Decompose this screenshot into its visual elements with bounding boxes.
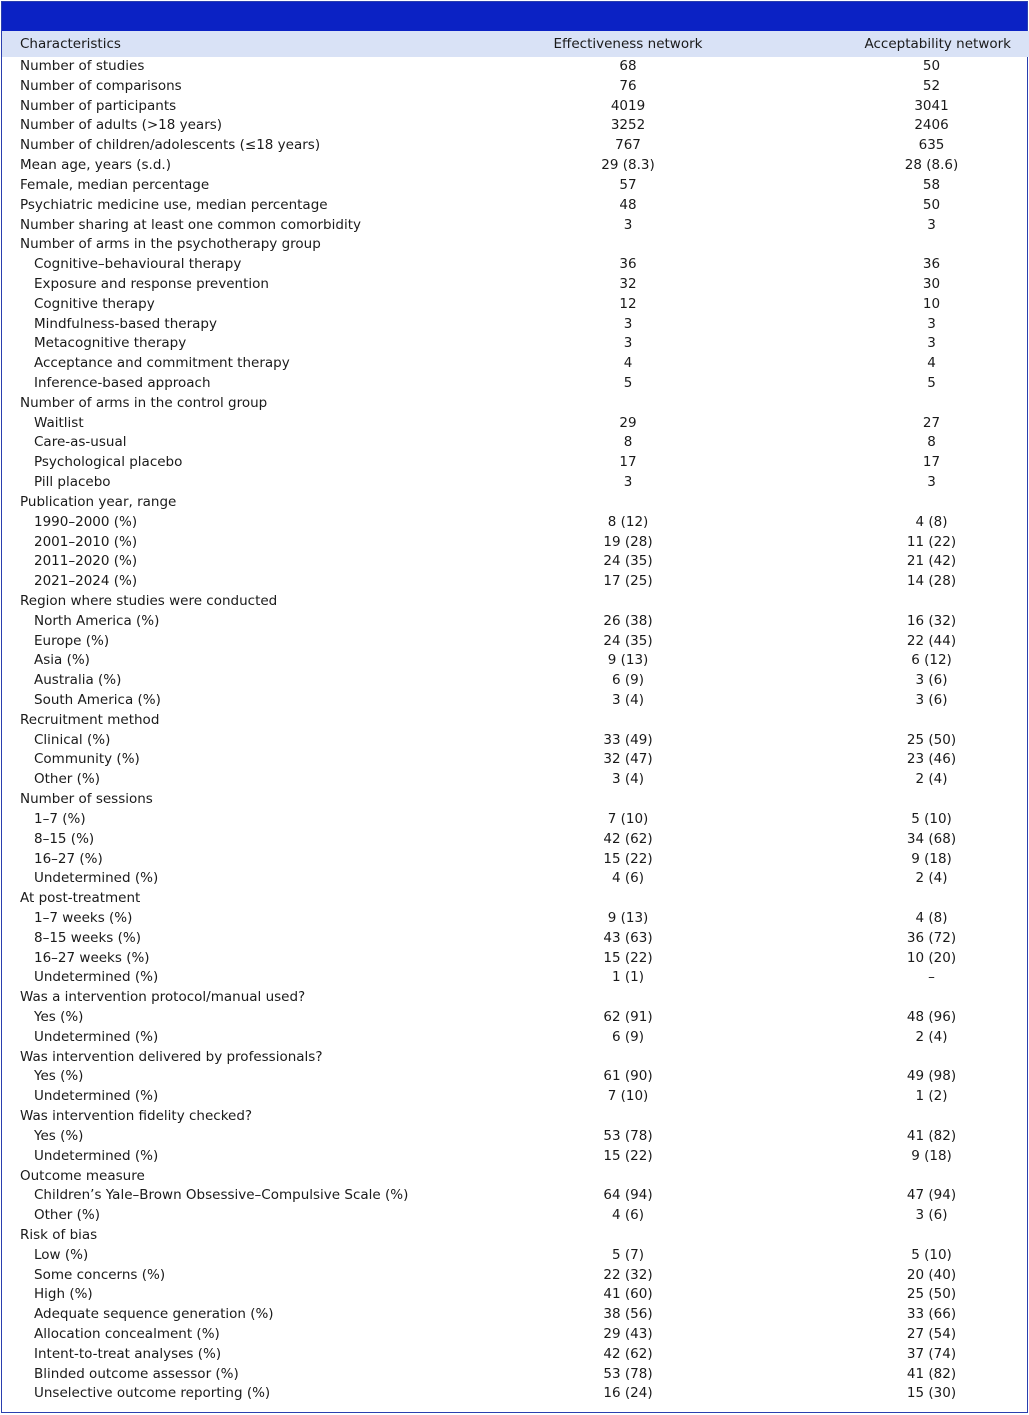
row-label: 16–27 (%) [34,850,103,867]
row-label: Mindfulness-based therapy [34,315,217,332]
effectiveness-value: 4 (6) [611,870,644,887]
acceptability-value: 33 (66) [906,1306,957,1323]
table-row [2,513,1029,533]
table-row [2,156,1029,176]
acceptability-value [834,235,1029,255]
effectiveness-value: 8 [623,434,633,451]
acceptability-value: 3041 [914,97,949,114]
acceptability-value: 4 [927,355,936,372]
row-label: Number of adults (>18 years) [20,117,223,134]
row-label: Yes (%) [34,1009,84,1025]
table-row [2,790,1029,810]
effectiveness-value: 16 (24) [603,1385,653,1402]
table-row [2,275,1029,295]
acceptability-value: 48 (96) [906,1009,957,1025]
acceptability-value: 5 [927,375,936,391]
header-effectiveness-network: Effectiveness network [553,36,703,52]
table-row [2,711,1029,731]
acceptability-value: 17 [922,454,941,471]
effectiveness-value: 57 [619,176,637,193]
effectiveness-value: 4019 [610,97,646,114]
row-label: High (%) [34,1286,93,1303]
acceptability-value: 50 [922,58,941,74]
table-row [2,1087,1029,1107]
effectiveness-value [422,889,834,909]
effectiveness-value [422,1107,834,1127]
characteristics-table [2,31,1029,1404]
row-label: Metacognitive therapy [34,335,187,352]
table-row [2,315,1029,335]
row-label: Children’s Yale–Brown Obsessive–Compulsive Scale (%) [34,1187,409,1204]
effectiveness-value: 68 [619,58,637,74]
table-row [2,731,1029,751]
row-label: Undetermined (%) [34,1147,159,1164]
effectiveness-value [422,1226,834,1246]
effectiveness-value: 8 (12) [607,513,649,530]
table-row [2,909,1029,929]
effectiveness-value [422,1048,834,1068]
table-title-bar [2,2,1027,31]
effectiveness-value: 32 (47) [603,751,653,768]
row-label: 1–7 (%) [34,810,86,827]
table-row [2,235,1029,255]
acceptability-value [834,592,1029,612]
row-label: Pill placebo [34,474,111,491]
acceptability-value: 52 [922,77,941,94]
header-characteristics: Characteristics [20,36,121,52]
row-label: Psychological placebo [34,454,183,471]
table-row [2,473,1029,493]
table-row [2,414,1029,434]
row-label: Exposure and response prevention [34,275,269,292]
effectiveness-value [422,394,834,414]
effectiveness-value: 15 (22) [603,850,653,867]
table-row [2,1365,1029,1385]
acceptability-value: 20 (40) [906,1266,957,1283]
row-label: Asia (%) [34,652,90,669]
table-row [2,196,1029,216]
acceptability-value: 58 [922,176,941,193]
effectiveness-value: 61 (90) [603,1068,653,1085]
row-label: Inference-based approach [34,375,211,391]
row-label: Other (%) [34,771,100,788]
row-label: Intent-to-treat analyses (%) [34,1345,222,1362]
row-label: Number sharing at least one common comorbidity [20,216,361,233]
table-row [2,374,1029,394]
effectiveness-value: 5 (7) [611,1246,644,1263]
acceptability-value: 3 [927,216,936,233]
effectiveness-value: 3 [623,474,633,491]
table-row [2,77,1029,97]
table-row [2,651,1029,671]
acceptability-value: 6 (12) [911,652,952,669]
table-row [2,1008,1029,1028]
effectiveness-value: 3 [623,335,633,352]
table-row [2,1266,1029,1286]
acceptability-value: 27 (54) [906,1326,957,1342]
row-label: 1–7 weeks (%) [34,909,133,926]
effectiveness-value: 3252 [610,117,646,134]
effectiveness-value: 17 (25) [603,573,653,590]
row-label: 2021–2024 (%) [34,573,138,590]
effectiveness-value: 15 (22) [603,1147,653,1164]
acceptability-value: 3 (6) [915,672,948,689]
effectiveness-value: 29 [619,414,637,431]
effectiveness-value: 5 [623,375,633,391]
table-row [2,1028,1029,1048]
effectiveness-value: 7 (10) [607,1088,649,1105]
row-label: Undetermined (%) [34,1028,159,1045]
table-row [2,968,1029,988]
effectiveness-value: 29 (8.3) [601,157,655,174]
row-label: Number of arms in the psychotherapy group [20,236,321,253]
table-row [2,433,1029,453]
row-label: Australia (%) [34,672,122,689]
acceptability-value: 635 [918,137,945,154]
row-label: Number of arms in the control group [20,394,268,411]
acceptability-value [834,493,1029,513]
acceptability-value: 14 (28) [906,573,957,590]
effectiveness-value: 64 (94) [603,1187,653,1204]
row-label: Publication year, range [20,493,177,510]
table-row [2,394,1029,414]
row-label: Europe (%) [34,632,110,649]
effectiveness-value [422,592,834,612]
row-label: 2001–2010 (%) [34,533,138,550]
table-row [2,1067,1029,1087]
table-row [2,1345,1029,1365]
table-row [2,116,1029,136]
acceptability-value: 36 (72) [906,929,957,946]
acceptability-value: 36 [922,256,941,273]
row-label: Risk of bias [20,1226,98,1243]
table-row [2,295,1029,315]
row-label: 1990–2000 (%) [34,513,138,530]
table-row [2,533,1029,553]
acceptability-value [834,988,1029,1008]
effectiveness-value: 3 [623,315,633,332]
row-label: Number of studies [20,58,145,74]
acceptability-value: 4 (8) [915,513,948,530]
effectiveness-value: 29 (43) [603,1326,653,1342]
effectiveness-value: 767 [615,137,641,154]
table-row [2,255,1029,275]
table-row [2,671,1029,691]
row-label: Low (%) [34,1246,89,1263]
row-label: Mean age, years (s.d.) [20,157,171,174]
row-label: Care-as-usual [34,434,127,451]
effectiveness-value [422,493,834,513]
effectiveness-value: 9 (13) [607,652,649,669]
effectiveness-value: 19 (28) [603,533,653,550]
row-label: Recruitment method [20,711,160,728]
acceptability-value [834,1048,1029,1068]
row-label: Allocation concealment (%) [34,1326,220,1342]
effectiveness-value: 76 [619,77,637,94]
acceptability-value: 27 [922,414,941,431]
acceptability-value: 16 (32) [906,612,957,629]
row-label: Some concerns (%) [34,1266,166,1283]
header-acceptability-network: Acceptability network [864,36,1011,52]
table-row [2,988,1029,1008]
effectiveness-value [422,790,834,810]
acceptability-value [834,1107,1029,1127]
table-row [2,612,1029,632]
effectiveness-value: 33 (49) [603,731,653,748]
acceptability-value: 30 [922,275,941,292]
effectiveness-value [422,1167,834,1187]
acceptability-value: 23 (46) [906,751,957,768]
table-row [2,1384,1029,1404]
table-row [2,869,1029,889]
acceptability-value: 41 (82) [906,1365,957,1382]
effectiveness-value: 4 (6) [611,1207,644,1224]
row-label: Outcome measure [20,1167,145,1184]
table-row [2,770,1029,790]
acceptability-value: 47 (94) [906,1187,957,1204]
effectiveness-value: 26 (38) [603,612,653,629]
acceptability-value: 37 (74) [906,1345,957,1362]
row-label: Undetermined (%) [34,1088,159,1105]
table-row [2,354,1029,374]
effectiveness-value: 43 (63) [603,929,653,946]
acceptability-value [834,889,1029,909]
row-label: Number of children/adolescents (≤18 years) [20,137,321,154]
table-row [2,57,1029,77]
effectiveness-value: 36 [619,256,637,273]
table-row [2,810,1029,830]
row-label: At post-treatment [20,890,141,907]
row-label: Region where studies were conducted [20,592,278,609]
table-row [2,1305,1029,1325]
table-row [2,1167,1029,1187]
row-label: Yes (%) [34,1068,84,1085]
acceptability-value: 2 (4) [915,1028,948,1045]
table-row [2,552,1029,572]
table-row [2,1325,1029,1345]
acceptability-value: 10 (20) [906,949,957,966]
row-label: Was a intervention protocol/manual used? [20,989,306,1006]
table-row [2,1285,1029,1305]
table-header-row [2,31,1029,57]
acceptability-value [834,1167,1029,1187]
table-row [2,889,1029,909]
table-row [2,136,1029,156]
row-label: Was intervention fidelity checked? [20,1108,253,1125]
table-row [2,97,1029,117]
acceptability-value: 3 (6) [915,1207,948,1224]
effectiveness-value: 17 [619,454,637,471]
acceptability-value: 11 (22) [906,533,957,550]
effectiveness-value: 12 [619,295,637,312]
effectiveness-value: 38 (56) [603,1306,653,1323]
effectiveness-value: 15 (22) [603,949,653,966]
effectiveness-value: 53 (78) [603,1365,653,1382]
effectiveness-value: 22 (32) [603,1266,653,1283]
row-label: Blinded outcome assessor (%) [34,1365,239,1382]
effectiveness-value: 62 (91) [603,1009,653,1025]
acceptability-value: 2 (4) [915,870,948,887]
effectiveness-value: 3 (4) [611,771,644,788]
table-row [2,632,1029,652]
acceptability-value: – [928,969,935,986]
acceptability-value: 3 [927,474,936,491]
table-row [2,1127,1029,1147]
table-row [2,929,1029,949]
table-row [2,572,1029,592]
acceptability-value [834,394,1029,414]
table-row [2,949,1029,969]
row-label: Other (%) [34,1207,100,1224]
acceptability-value: 3 (6) [915,692,948,708]
effectiveness-value: 48 [619,196,637,213]
row-label: Was intervention delivered by professionals? [20,1048,323,1065]
table-row [2,1246,1029,1266]
acceptability-value [834,790,1029,810]
row-label: Clinical (%) [34,731,111,748]
row-label: Acceptance and commitment therapy [34,355,290,372]
acceptability-value: 41 (82) [906,1127,957,1144]
acceptability-value: 28 (8.6) [904,157,959,174]
acceptability-value: 1 (2) [915,1088,948,1105]
table-row [2,750,1029,770]
acceptability-value: 9 (18) [911,850,952,867]
effectiveness-value [422,711,834,731]
row-label: Number of participants [20,97,177,114]
row-label: 8–15 (%) [34,830,95,847]
table-row [2,334,1029,354]
row-label: Psychiatric medicine use, median percentage [20,196,328,213]
acceptability-value: 2 (4) [915,771,948,788]
table-row [2,830,1029,850]
table-row [2,1048,1029,1068]
acceptability-value: 4 (8) [915,909,948,926]
table-row [2,1107,1029,1127]
acceptability-value: 5 (10) [911,810,952,827]
effectiveness-value: 32 [619,275,637,292]
acceptability-value: 10 [922,295,941,312]
row-label: Cognitive therapy [34,295,155,312]
table-row [2,1206,1029,1226]
effectiveness-value: 4 [623,355,633,372]
row-label: Undetermined (%) [34,870,159,887]
table-row [2,850,1029,870]
effectiveness-value: 41 (60) [603,1286,653,1303]
table-row [2,1147,1029,1167]
effectiveness-value: 42 (62) [603,1345,653,1362]
acceptability-value: 49 (98) [906,1068,957,1085]
acceptability-value: 22 (44) [906,632,957,649]
row-label: Yes (%) [34,1127,84,1144]
row-label: Waitlist [34,414,84,431]
row-label: Cognitive–behavioural therapy [34,256,242,273]
table-row [2,493,1029,513]
effectiveness-value: 24 (35) [603,553,653,570]
effectiveness-value: 6 (9) [611,672,644,689]
row-label: Unselective outcome reporting (%) [34,1385,271,1402]
table-row [2,1226,1029,1246]
table-row [2,176,1029,196]
row-label: Adequate sequence generation (%) [34,1306,274,1323]
row-label: Community (%) [34,751,140,768]
effectiveness-value: 1 (1) [611,969,644,986]
table-body [2,57,1029,1404]
acceptability-value: 21 (42) [906,553,957,570]
effectiveness-value: 53 (78) [603,1127,653,1144]
table-row [2,691,1029,711]
acceptability-value: 25 (50) [906,731,957,748]
row-label: 2011–2020 (%) [34,553,138,570]
effectiveness-value: 6 (9) [611,1028,644,1045]
effectiveness-value [422,235,834,255]
effectiveness-value [422,988,834,1008]
acceptability-value: 3 [927,335,936,352]
acceptability-value [834,1226,1029,1246]
row-label: Female, median percentage [20,176,210,193]
table-row [2,592,1029,612]
effectiveness-value: 42 (62) [603,830,653,847]
table-row [2,1186,1029,1206]
acceptability-value: 5 (10) [911,1246,952,1263]
acceptability-value: 8 [927,434,936,451]
row-label: Number of comparisons [20,77,182,94]
acceptability-value: 25 (50) [906,1286,957,1303]
row-label: 16–27 weeks (%) [34,949,150,966]
effectiveness-value: 3 [623,216,633,233]
effectiveness-value: 24 (35) [603,632,653,649]
row-label: Undetermined (%) [34,969,159,986]
effectiveness-value: 7 (10) [607,810,649,827]
table-row [2,216,1029,236]
acceptability-value: 9 (18) [911,1147,952,1164]
acceptability-value: 50 [922,196,941,213]
effectiveness-value: 3 (4) [611,692,644,708]
row-label: North America (%) [34,612,160,629]
table-frame [1,1,1028,1413]
effectiveness-value: 9 (13) [607,909,649,926]
row-label: 8–15 weeks (%) [34,929,141,946]
row-label: South America (%) [34,692,161,708]
acceptability-value: 3 [927,315,936,332]
acceptability-value: 15 (30) [906,1385,957,1402]
acceptability-value [834,711,1029,731]
acceptability-value: 34 (68) [906,830,957,847]
table-row [2,453,1029,473]
acceptability-value: 2406 [914,117,949,134]
row-label: Number of sessions [20,791,153,808]
